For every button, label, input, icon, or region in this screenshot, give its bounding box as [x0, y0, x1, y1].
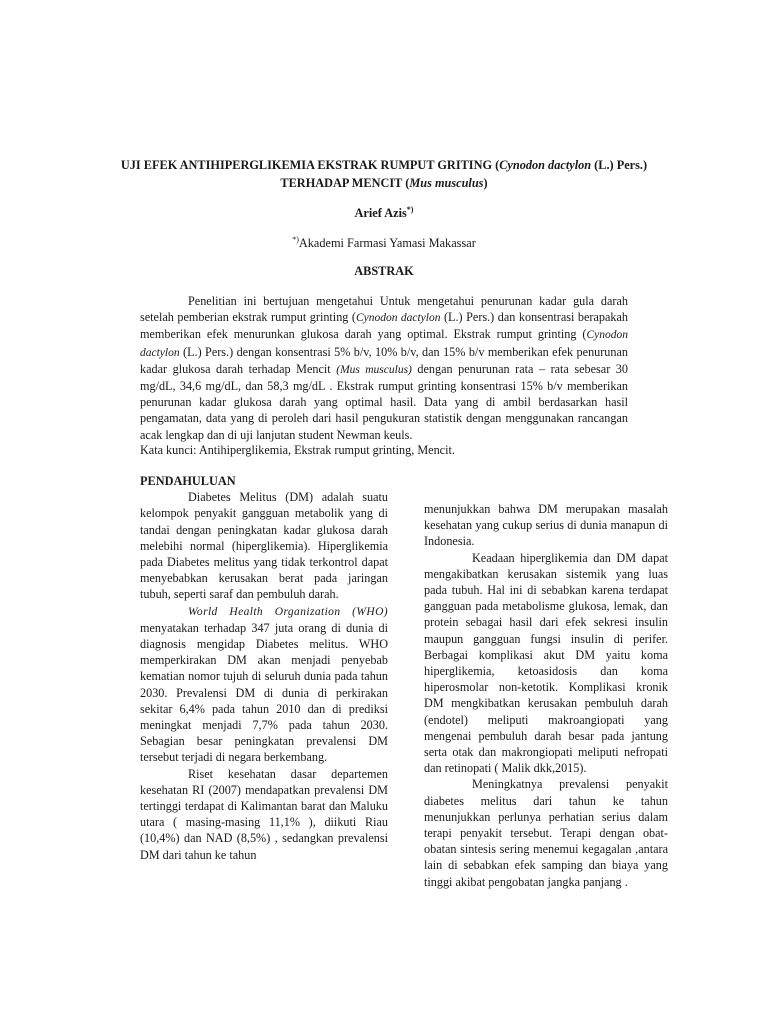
abstract-text-1: Penelitian ini bertujuan mengetahui Untuk mengetahui penurunan kadar gula darah setelah pemberian ekstrak rumput grinting (	[140, 294, 628, 325]
affiliation-line	[0, 235, 768, 251]
author-line	[0, 205, 768, 221]
abstract-paragraph	[140, 293, 628, 443]
left-paragraph-2-text: menyatakan terhadap 347 juta orang di dunia di diagnosis mengidap Diabetes melitus. WHO memperkirakan DM akan menjadi penyebab kematian nomor tujuh di seluruh dunia pada tahun 2030. Prevalensi DM di dunia di perkirakan sekitar 6,4% pada tahun 2010 dan di prediksi meningkat menjadi 7,7% pada tahun 2030. Sebagian besar peningkatan prevalensi DM tersebut terjadi di negara berkembang.	[140, 620, 388, 765]
right-paragraph-2: Keadaan hiperglikemia dan DM dapat mengakibatkan kerusakan sistemik yang luas pada tubuh. Hal ini di sebabkan karena terdapat gangguan pada metabolisme glukosa, lemak, dan protein sebagai hasil dari efek sekresi insulin maupun gangguan fungsi insulin di perifer. Berbagai komplikasi akut DM yaitu koma hiperglikemia, ketoasidosis dan koma hiperosmolar non-ketotik. Komplikasi kronik DM mengkibatkan kerusakan pembuluh darah (endotel) meliputi makroangiopati yang mengenai pembuluh darah besar pada jantung serta otak dan makrongiopati meliputi nefropati dan retinopati ( Malik dkk,2015).	[424, 550, 668, 776]
author-name: Arief Azis	[354, 206, 407, 220]
right-column	[424, 501, 668, 890]
keywords-line: Kata kunci: Antihiperglikemia, Ekstrak rumput grinting, Mencit.	[140, 443, 455, 457]
right-paragraph-1: menunjukkan bahwa DM merupakan masalah kesehatan yang cukup serius di dunia manapun di Indonesia.	[424, 502, 668, 549]
left-paragraph-2	[140, 603, 388, 766]
abstract-text-4: dengan penurunan rata – rata sebesar 30 mg/dL, 34,6 mg/dL, dan 58,3 mg/dL . Ekstrak rumput grinting konsentrasi 15% b/v memberikan penurunan kadar glukosa darah yang optimal hasil. Data yang di ambil berdasarkan hasil pengamatan, data yang di peroleh dari hasil pengukuran statistik dengan menggunakan rancangan acak lengkap dan di uji lanjutan student Newman keuls.	[140, 361, 628, 442]
abstract-heading: ABSTRAK	[354, 264, 414, 278]
abstract-species-1: Cynodon dactylon	[355, 312, 441, 325]
abstract-species-3: (Mus musculus)	[336, 363, 412, 376]
title-species-1: Cynodon dactylon	[499, 158, 592, 172]
who-italic: World Health Organization (WHO)	[188, 605, 388, 618]
abstract-species-2: Cynodon dactylon	[140, 329, 628, 359]
title-text-3: )	[483, 176, 488, 190]
left-paragraph-3: Riset kesehatan dasar departemen kesehatan RI (2007) mendapatkan prevalensi DM tertinggi terdapat di Kalimantan barat dan Maluku utara ( masing-masing 11,1% ), diikuti Riau (10,4%) dan NAD (8,5%) , sedangkan prevalensi DM dari tahun ke tahun	[140, 766, 388, 862]
author-mark: *)	[406, 205, 414, 214]
paper-title	[110, 156, 658, 192]
affiliation-mark: *)	[292, 235, 299, 244]
title-text-2: (L.) Pers.) TERHADAP MENCIT (	[280, 158, 648, 190]
affiliation-text: Akademi Farmasi Yamasi Makassar	[298, 236, 476, 250]
abstract-text-2: (L.) Pers.) dan konsentrasi berapakah memberikan efek menurunkan glukosa darah yang optimal. Ekstrak rumput grinting (	[140, 310, 628, 342]
left-paragraph-1: Diabetes Melitus (DM) adalah suatu kelompok penyakit gangguan metabolik yang di tandai dengan peningkatan kadar glukosa darah melebihi normal (hiperglikemia). Hiperglikemia pada Diabetes melitus yang tidak terkontrol dapat menyebabkan kerusakan berat pada jaringan tubuh, seperti saraf dan pembuluh darah.	[140, 490, 388, 602]
abstract-body	[140, 293, 628, 443]
left-column	[140, 473, 388, 863]
abstract-text-3: (L.) Pers.) dengan konsentrasi 5% b/v, 10% b/v, dan 15% b/v memberikan efek penurunan kadar glukosa darah terhadap Mencit	[140, 344, 628, 376]
section-heading: PENDAHULUAN	[140, 474, 236, 488]
title-species-2: Mus musculus	[409, 176, 484, 190]
title-text-1: UJI EFEK ANTIHIPERGLIKEMIA EKSTRAK RUMPUT GRITING (	[120, 158, 500, 172]
right-paragraph-3: Meningkatnya prevalensi penyakit diabetes melitus dari tahun ke tahun menunjukkan perlunya perhatian serius dalam terapi penyakit tersebut. Terapi dengan obat-obatan sintesis sering menemui kegagalan ,antara lain di sebabkan efek samping dan biaya yang tinggi akibat pengobatan jangka panjang .	[424, 777, 668, 889]
